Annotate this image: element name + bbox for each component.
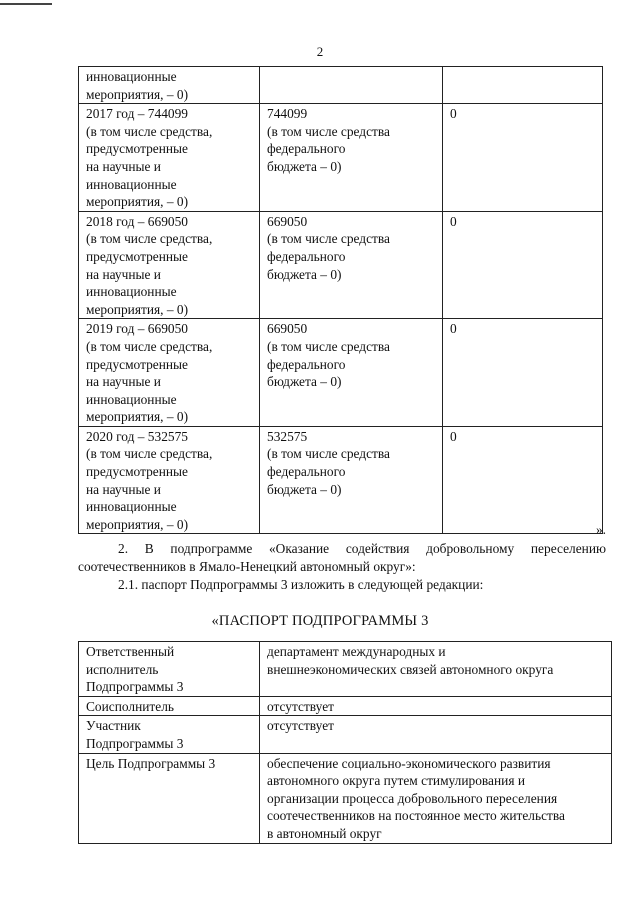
funding-cell-total [79, 426, 260, 534]
page-number: 2 [316, 44, 324, 59]
cell-line: 0 [450, 321, 457, 337]
cell-line: на научные и [86, 158, 161, 174]
item-2-paragraph: 2. В подпрограмме «Оказание содействия добровольному переселению соотечественников в Ямало-Ненецкий автономный округ»: [78, 541, 606, 574]
funding-table-body [79, 67, 603, 534]
cell-line: соотечественников на постоянное место жительства [267, 808, 565, 824]
cell-line: внешнеэкономических связей автономного округа [267, 661, 554, 677]
cell-line: организации процесса добровольного переселения [267, 790, 558, 806]
cell-line: федерального [267, 464, 346, 480]
cell-line: на научные и [86, 374, 161, 390]
cell-line: 2017 год – 744099 [86, 106, 188, 122]
funding-cell-regional [260, 211, 443, 319]
cell-line: мероприятия, – 0) [86, 516, 189, 532]
cell-line: Участник [86, 718, 141, 734]
funding-cell-total [79, 67, 260, 104]
cell-line: отсутствует [267, 698, 334, 714]
funding-cell-total [79, 211, 260, 319]
table-row [79, 696, 612, 716]
passport-label-cell [79, 696, 260, 716]
cell-line: мероприятия, – 0) [86, 194, 189, 210]
cell-line: 0 [450, 428, 457, 444]
cell-line: 2018 год – 669050 [86, 213, 188, 229]
cell-line: (в том числе средства [267, 123, 390, 139]
cell-line: (в том числе средства, [86, 446, 213, 462]
cell-line: предусмотренные [86, 356, 188, 372]
cell-line: федерального [267, 141, 346, 157]
passport-label-cell [79, 753, 260, 843]
cell-line: Подпрограммы 3 [86, 679, 184, 695]
corner-mark [0, 3, 52, 5]
cell-line: бюджета – 0) [267, 158, 342, 174]
cell-line: 532575 [267, 428, 308, 444]
funding-table [78, 66, 603, 534]
cell-line: (в том числе средства, [86, 338, 213, 354]
cell-line: (в том числе средства, [86, 123, 213, 139]
item-2-1-paragraph: 2.1. паспорт Подпрограммы 3 изложить в следующей редакции: [118, 577, 484, 592]
funding-cell-regional [260, 319, 443, 427]
funding-cell-regional [260, 104, 443, 212]
cell-line: бюджета – 0) [267, 481, 342, 497]
passport-table-body [79, 642, 612, 844]
passport-value-cell [260, 696, 612, 716]
passport-title: «ПАСПОРТ ПОДПРОГРАММЫ 3 [211, 613, 429, 629]
cell-line: бюджета – 0) [267, 374, 342, 390]
cell-line: Цель Подпрограммы 3 [86, 755, 216, 771]
table-row [79, 319, 603, 427]
funding-cell-other [443, 67, 603, 104]
passport-value-cell [260, 716, 612, 753]
cell-line: отсутствует [267, 718, 334, 734]
funding-cell-regional [260, 426, 443, 534]
funding-cell-other [443, 211, 603, 319]
funding-cell-other [443, 426, 603, 534]
cell-line: на научные и [86, 266, 161, 282]
cell-line: 669050 [267, 213, 308, 229]
passport-label-cell [79, 642, 260, 697]
cell-line: Подпрограммы 3 [86, 735, 184, 751]
cell-line: мероприятия, – 0) [86, 301, 189, 317]
cell-line: 0 [450, 213, 457, 229]
cell-line: инновационные [86, 391, 177, 407]
funding-cell-total [79, 104, 260, 212]
cell-line: автономного округа путем стимулирования и [267, 773, 525, 789]
table-row [79, 642, 612, 697]
table-row [79, 211, 603, 319]
funding-cell-total [79, 319, 260, 427]
passport-value-cell [260, 753, 612, 843]
passport-value-cell [260, 642, 612, 697]
cell-line: инновационные [86, 176, 177, 192]
cell-line: исполнитель [86, 661, 159, 677]
cell-line: обеспечение социально-экономического развития [267, 755, 551, 771]
cell-line: бюджета – 0) [267, 266, 342, 282]
cell-line: (в том числе средства [267, 231, 390, 247]
cell-line: (в том числе средства [267, 338, 390, 354]
closing-quote: ». [595, 522, 606, 537]
cell-line: департамент международных и [267, 644, 446, 659]
cell-line: инновационные [86, 284, 177, 300]
table-row [79, 716, 612, 753]
table-row [79, 104, 603, 212]
cell-line: Ответственный [86, 644, 175, 659]
funding-cell-other [443, 319, 603, 427]
passport-table [78, 641, 612, 844]
cell-line: 744099 [267, 106, 308, 122]
cell-line: в автономный округ [267, 825, 382, 841]
cell-line: на научные и [86, 481, 161, 497]
passport-label-cell [79, 716, 260, 753]
table-row [79, 67, 603, 104]
cell-line: 2020 год – 532575 [86, 428, 188, 444]
cell-line: мероприятия, – 0) [86, 409, 189, 425]
cell-line: предусмотренные [86, 141, 188, 157]
cell-line: (в том числе средства [267, 446, 390, 462]
cell-line: 2019 год – 669050 [86, 321, 188, 337]
table-row [79, 426, 603, 534]
cell-line: федерального [267, 356, 346, 372]
cell-line: федерального [267, 248, 346, 264]
cell-line: инновационные [86, 69, 177, 84]
cell-line: 0 [450, 106, 457, 122]
table-row [79, 753, 612, 843]
cell-line: 669050 [267, 321, 308, 337]
cell-line: мероприятия, – 0) [86, 86, 189, 102]
funding-cell-other [443, 104, 603, 212]
cell-line: (в том числе средства, [86, 231, 213, 247]
cell-line: инновационные [86, 499, 177, 515]
cell-line: предусмотренные [86, 464, 188, 480]
cell-line: Соисполнитель [86, 698, 175, 714]
funding-cell-regional [260, 67, 443, 104]
cell-line: предусмотренные [86, 248, 188, 264]
